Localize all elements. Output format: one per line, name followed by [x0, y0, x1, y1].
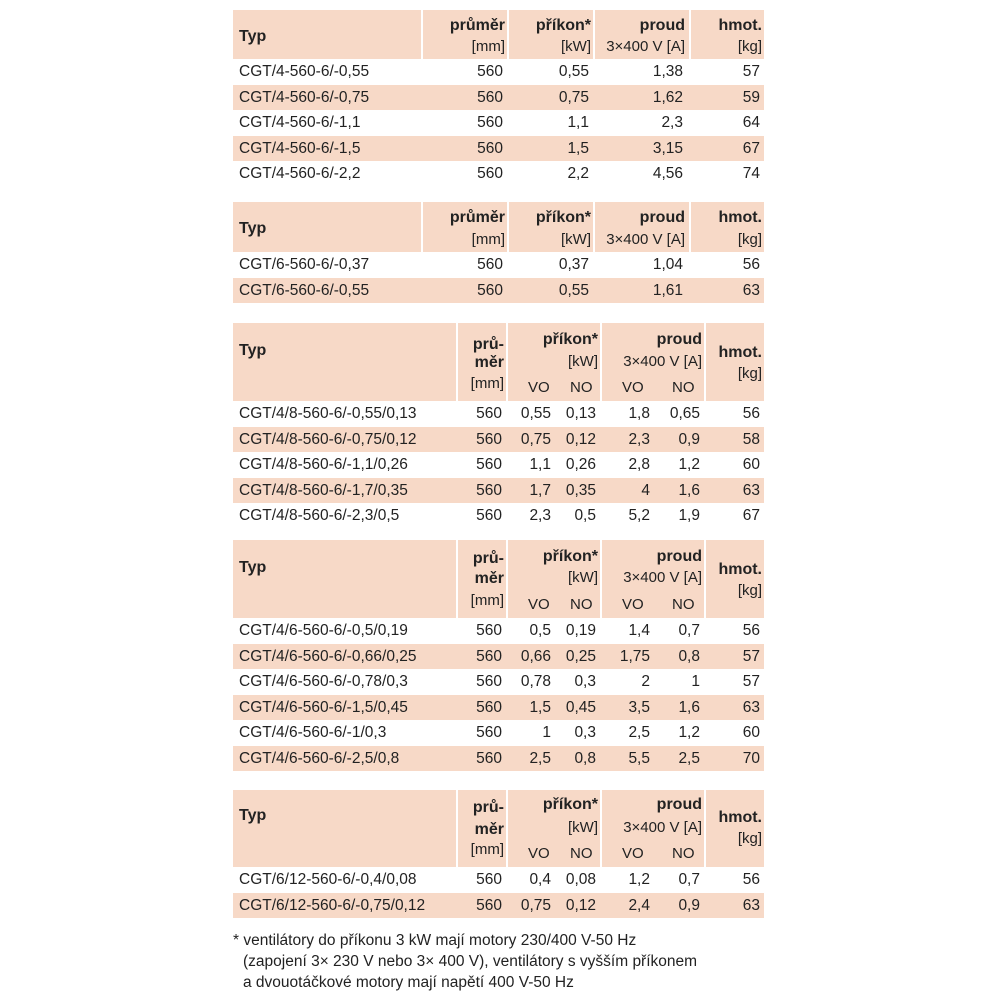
- cell-prikon-vo: 1: [542, 724, 551, 741]
- header-kw: [kW]: [568, 819, 598, 836]
- cell-prikon-vo: 1,1: [529, 456, 551, 473]
- cell-hmot: 63: [742, 481, 760, 499]
- table-row: [233, 478, 764, 504]
- header-kg: [kg]: [737, 231, 762, 248]
- table-1-header: [233, 10, 764, 59]
- cell-hmot: 57: [742, 673, 760, 690]
- cell-prikon-no: 0,8: [574, 749, 596, 767]
- cell-typ: CGT/6/12-560-6/-0,4/0,08: [239, 871, 417, 888]
- cell-prumer: 560: [476, 896, 502, 914]
- cell-prikon: 1,1: [567, 114, 589, 131]
- table-row: [233, 278, 764, 304]
- header-proud: proud: [656, 331, 702, 348]
- cell-proud-vo: 1,8: [628, 405, 650, 422]
- cell-proud-no: 0,7: [678, 871, 700, 888]
- cell-prumer: 560: [476, 481, 502, 499]
- cell-proud: 1,04: [652, 256, 683, 273]
- cell-proud-vo: 2: [641, 673, 650, 690]
- header-no: NO: [570, 845, 593, 862]
- cell-proud-no: 1,2: [678, 456, 700, 473]
- cell-prikon: 1,5: [567, 139, 589, 157]
- cell-prumer: 560: [476, 698, 502, 716]
- table-2: [233, 202, 764, 303]
- cell-proud-vo: 1,2: [628, 871, 650, 888]
- table-row: [233, 59, 764, 85]
- table-row: [233, 161, 764, 187]
- cell-prikon-no: 0,26: [565, 456, 596, 473]
- header-no: NO: [672, 596, 695, 613]
- table-row: [233, 746, 764, 772]
- cell-hmot: 74: [742, 165, 760, 182]
- table-row: [233, 644, 764, 670]
- header-vo: VO: [528, 596, 550, 613]
- cell-prikon-no: 0,08: [565, 871, 596, 888]
- cell-hmot: 63: [742, 896, 760, 914]
- header-hmot: hmot.: [718, 344, 762, 361]
- cell-hmot: 56: [742, 256, 760, 273]
- cell-prikon-vo: 1,7: [529, 481, 551, 499]
- table-3-header: [233, 323, 764, 401]
- cell-proud-vo: 1,75: [619, 647, 650, 665]
- cell-proud-no: 0,9: [678, 896, 700, 914]
- cell-typ: CGT/4/6-560-6/-2,5/0,8: [239, 749, 400, 767]
- header-kw: [kW]: [568, 353, 598, 370]
- cell-prumer: 560: [476, 647, 502, 665]
- table-4-body: [233, 618, 764, 771]
- header-kw: [kW]: [561, 231, 591, 248]
- cell-prikon-no: 0,35: [565, 481, 596, 499]
- cell-proud-vo: 2,5: [628, 724, 650, 741]
- cell-hmot: 67: [742, 139, 760, 157]
- cell-typ: CGT/4/6-560-6/-0,5/0,19: [239, 622, 408, 639]
- header-hmot: hmot.: [718, 17, 762, 34]
- cell-hmot: 60: [742, 456, 760, 473]
- cell-proud-no: 1,6: [678, 698, 700, 716]
- header-pru: prů-: [472, 799, 504, 816]
- cell-typ: CGT/6-560-6/-0,55: [239, 281, 370, 299]
- table-row: [233, 695, 764, 721]
- header-mer: měr: [474, 354, 504, 371]
- table-5-header: [233, 790, 764, 867]
- header-kg: [kg]: [737, 830, 762, 847]
- cell-hmot: 56: [742, 871, 760, 888]
- cell-proud-vo: 3,5: [628, 698, 650, 716]
- header-typ: Typ: [239, 807, 267, 824]
- table-5-body: [233, 867, 764, 918]
- cell-prikon-vo: 0,66: [520, 647, 551, 665]
- header-no: NO: [570, 596, 593, 613]
- table-row: [233, 503, 764, 529]
- cell-prumer: 560: [477, 88, 503, 106]
- cell-hmot: 67: [742, 507, 760, 524]
- table-row: [233, 618, 764, 644]
- cell-prumer: 560: [477, 63, 503, 80]
- header-mm: [mm]: [470, 375, 504, 392]
- cell-prikon-vo: 0,75: [520, 430, 551, 448]
- header-kg: [kg]: [737, 582, 762, 599]
- cell-typ: CGT/4/8-560-6/-0,55/0,13: [239, 405, 417, 422]
- cell-hmot: 57: [742, 63, 760, 80]
- cell-prikon-no: 0,3: [574, 673, 596, 690]
- cell-proud: 4,56: [652, 165, 683, 182]
- table-row: [233, 669, 764, 695]
- cell-proud-no: 0,8: [678, 647, 700, 665]
- cell-prumer: 560: [477, 114, 503, 131]
- header-prikon: příkon*: [535, 17, 591, 34]
- header-vo: VO: [622, 845, 644, 862]
- table-row: [233, 136, 764, 162]
- footnote-line: a dvouotáčkové motory mají napětí 400 V-50 Hz: [243, 974, 574, 991]
- cell-prikon-no: 0,13: [565, 405, 596, 422]
- header-prikon: příkon*: [542, 796, 598, 813]
- cell-prikon-no: 0,19: [565, 622, 596, 639]
- table-row: [233, 85, 764, 111]
- cell-prumer: 560: [476, 622, 502, 639]
- header-proud: proud: [656, 548, 702, 565]
- cell-prumer: 560: [476, 456, 502, 473]
- cell-hmot: 56: [742, 405, 760, 422]
- cell-prumer: 560: [476, 749, 502, 767]
- cell-hmot: 57: [742, 647, 760, 665]
- cell-proud-vo: 2,4: [628, 896, 650, 914]
- table-2-header: [233, 202, 764, 252]
- table-3-body: [233, 401, 764, 529]
- cell-prikon: 2,2: [567, 165, 589, 182]
- table-5: [233, 790, 764, 918]
- table-row: [233, 401, 764, 427]
- cell-prikon-vo: 0,4: [529, 871, 551, 888]
- cell-prikon-no: 0,5: [574, 507, 596, 524]
- header-proud: proud: [639, 17, 685, 34]
- cell-prikon-no: 0,12: [565, 896, 596, 914]
- cell-proud-no: 0,65: [669, 405, 700, 422]
- cell-proud-vo: 1,4: [628, 622, 650, 639]
- cell-prikon: 0,37: [558, 256, 589, 273]
- cell-hmot: 59: [742, 88, 760, 106]
- table-1: [233, 10, 764, 187]
- cell-proud-no: 0,9: [678, 430, 700, 448]
- cell-hmot: 63: [742, 698, 760, 716]
- header-mer: měr: [474, 821, 504, 838]
- header-prikon: příkon*: [542, 548, 598, 565]
- cell-prumer: 560: [476, 507, 502, 524]
- header-prikon: příkon*: [535, 209, 591, 226]
- cell-prikon-vo: 0,55: [520, 405, 551, 422]
- cell-proud: 1,61: [652, 281, 683, 299]
- cell-proud-vo: 4: [641, 481, 650, 499]
- cell-proud-no: 1,2: [678, 724, 700, 741]
- header-no: NO: [672, 845, 695, 862]
- cell-typ: CGT/4/8-560-6/-2,3/0,5: [239, 507, 400, 524]
- table-row: [233, 110, 764, 136]
- header-prumer: průměr: [449, 17, 505, 34]
- header-voltage: 3×400 V [A]: [623, 819, 702, 836]
- cell-typ: CGT/4/8-560-6/-0,75/0,12: [239, 430, 417, 448]
- cell-prikon-no: 0,45: [565, 698, 596, 716]
- cell-proud-vo: 2,8: [628, 456, 650, 473]
- header-voltage: 3×400 V [A]: [606, 38, 685, 55]
- cell-prikon-no: 0,3: [574, 724, 596, 741]
- header-kg: [kg]: [737, 365, 762, 382]
- header-prikon: příkon*: [542, 331, 598, 348]
- cell-proud-vo: 2,3: [628, 430, 650, 448]
- header-vo: VO: [622, 379, 644, 396]
- cell-prikon-no: 0,25: [565, 647, 596, 665]
- header-vo: VO: [622, 596, 644, 613]
- header-voltage: 3×400 V [A]: [623, 569, 702, 586]
- cell-proud: 1,38: [652, 63, 683, 80]
- table-row: [233, 252, 764, 278]
- cell-proud-no: 1: [691, 673, 700, 690]
- cell-prikon-no: 0,12: [565, 430, 596, 448]
- cell-prumer: 560: [476, 673, 502, 690]
- cell-typ: CGT/4/6-560-6/-1,5/0,45: [239, 698, 408, 716]
- header-no: NO: [672, 379, 695, 396]
- cell-prikon-vo: 2,3: [529, 507, 551, 524]
- header-mm: [mm]: [470, 841, 504, 858]
- cell-hmot: 56: [742, 622, 760, 639]
- cell-prumer: 560: [476, 405, 502, 422]
- cell-typ: CGT/4/8-560-6/-1,7/0,35: [239, 481, 408, 499]
- cell-proud: 3,15: [652, 139, 683, 157]
- header-kw: [kW]: [561, 38, 591, 55]
- cell-typ: CGT/4/6-560-6/-0,66/0,25: [239, 647, 417, 665]
- cell-hmot: 63: [742, 281, 760, 299]
- cell-prumer: 560: [477, 281, 503, 299]
- footnote-line: (zapojení 3× 230 V nebo 3× 400 V), ventilátory s vyšším příkonem: [243, 953, 698, 970]
- table-3: [233, 323, 764, 529]
- cell-typ: CGT/4/6-560-6/-0,78/0,3: [239, 673, 408, 690]
- header-voltage: 3×400 V [A]: [623, 353, 702, 370]
- header-typ: Typ: [239, 220, 267, 237]
- header-proud: proud: [639, 209, 685, 226]
- footnote-line: * ventilátory do příkonu 3 kW mají motory 230/400 V-50 Hz: [233, 932, 637, 949]
- table-1-body: [233, 59, 764, 187]
- cell-typ: CGT/6/12-560-6/-0,75/0,12: [239, 896, 426, 914]
- cell-proud-no: 2,5: [678, 749, 700, 767]
- header-hmot: hmot.: [718, 809, 762, 826]
- cell-typ: CGT/4/8-560-6/-1,1/0,26: [239, 456, 408, 473]
- header-kg: [kg]: [737, 38, 762, 55]
- header-typ: Typ: [239, 28, 267, 45]
- footnote: [233, 930, 697, 993]
- cell-prumer: 560: [477, 139, 503, 157]
- cell-prikon-vo: 0,78: [520, 673, 551, 690]
- table-row: [233, 720, 764, 746]
- cell-typ: CGT/4-560-6/-2,2: [239, 165, 361, 182]
- cell-proud-no: 0,7: [678, 622, 700, 639]
- cell-typ: CGT/4-560-6/-1,5: [239, 139, 361, 157]
- cell-proud-vo: 5,5: [628, 749, 650, 767]
- table-4-header: [233, 540, 764, 618]
- cell-hmot: 64: [742, 114, 760, 131]
- cell-typ: CGT/4-560-6/-1,1: [239, 114, 361, 131]
- cell-hmot: 58: [742, 430, 760, 448]
- cell-typ: CGT/4-560-6/-0,55: [239, 63, 370, 80]
- cell-proud: 2,3: [661, 114, 683, 131]
- table-2-body: [233, 252, 764, 303]
- cell-prumer: 560: [476, 871, 502, 888]
- header-voltage: 3×400 V [A]: [606, 231, 685, 248]
- cell-prikon: 0,75: [558, 88, 589, 106]
- cell-proud-vo: 5,2: [628, 507, 650, 524]
- cell-prikon: 0,55: [558, 63, 589, 80]
- header-mm: [mm]: [471, 231, 505, 248]
- cell-typ: CGT/4/6-560-6/-1/0,3: [239, 724, 387, 741]
- table-row: [233, 893, 764, 919]
- table-4: [233, 540, 764, 771]
- table-row: [233, 867, 764, 893]
- table-row: [233, 427, 764, 453]
- header-no: NO: [570, 379, 593, 396]
- header-hmot: hmot.: [718, 209, 762, 226]
- cell-prumer: 560: [476, 430, 502, 448]
- cell-prikon-vo: 0,75: [520, 896, 551, 914]
- cell-prumer: 560: [476, 724, 502, 741]
- header-kw: [kW]: [568, 569, 598, 586]
- header-pru: prů-: [472, 336, 504, 353]
- cell-prikon-vo: 2,5: [529, 749, 551, 767]
- header-mm: [mm]: [471, 38, 505, 55]
- header-mer: měr: [474, 570, 504, 587]
- header-typ: Typ: [239, 342, 267, 359]
- cell-prikon-vo: 1,5: [529, 698, 551, 716]
- cell-prikon-vo: 0,5: [529, 622, 551, 639]
- cell-prumer: 560: [477, 256, 503, 273]
- header-mm: [mm]: [470, 592, 504, 609]
- header-prumer: průměr: [449, 209, 505, 226]
- cell-typ: CGT/6-560-6/-0,37: [239, 256, 370, 273]
- header-hmot: hmot.: [718, 561, 762, 578]
- cell-hmot: 60: [742, 724, 760, 741]
- cell-typ: CGT/4-560-6/-0,75: [239, 88, 370, 106]
- cell-prumer: 560: [477, 165, 503, 182]
- table-row: [233, 452, 764, 478]
- header-proud: proud: [656, 796, 702, 813]
- cell-proud-no: 1,9: [678, 507, 700, 524]
- cell-proud: 1,62: [652, 88, 683, 106]
- header-vo: VO: [528, 379, 550, 396]
- cell-prikon: 0,55: [558, 281, 589, 299]
- cell-proud-no: 1,6: [678, 481, 700, 499]
- header-typ: Typ: [239, 559, 267, 576]
- header-vo: VO: [528, 845, 550, 862]
- header-pru: prů-: [472, 550, 504, 567]
- cell-hmot: 70: [742, 749, 760, 767]
